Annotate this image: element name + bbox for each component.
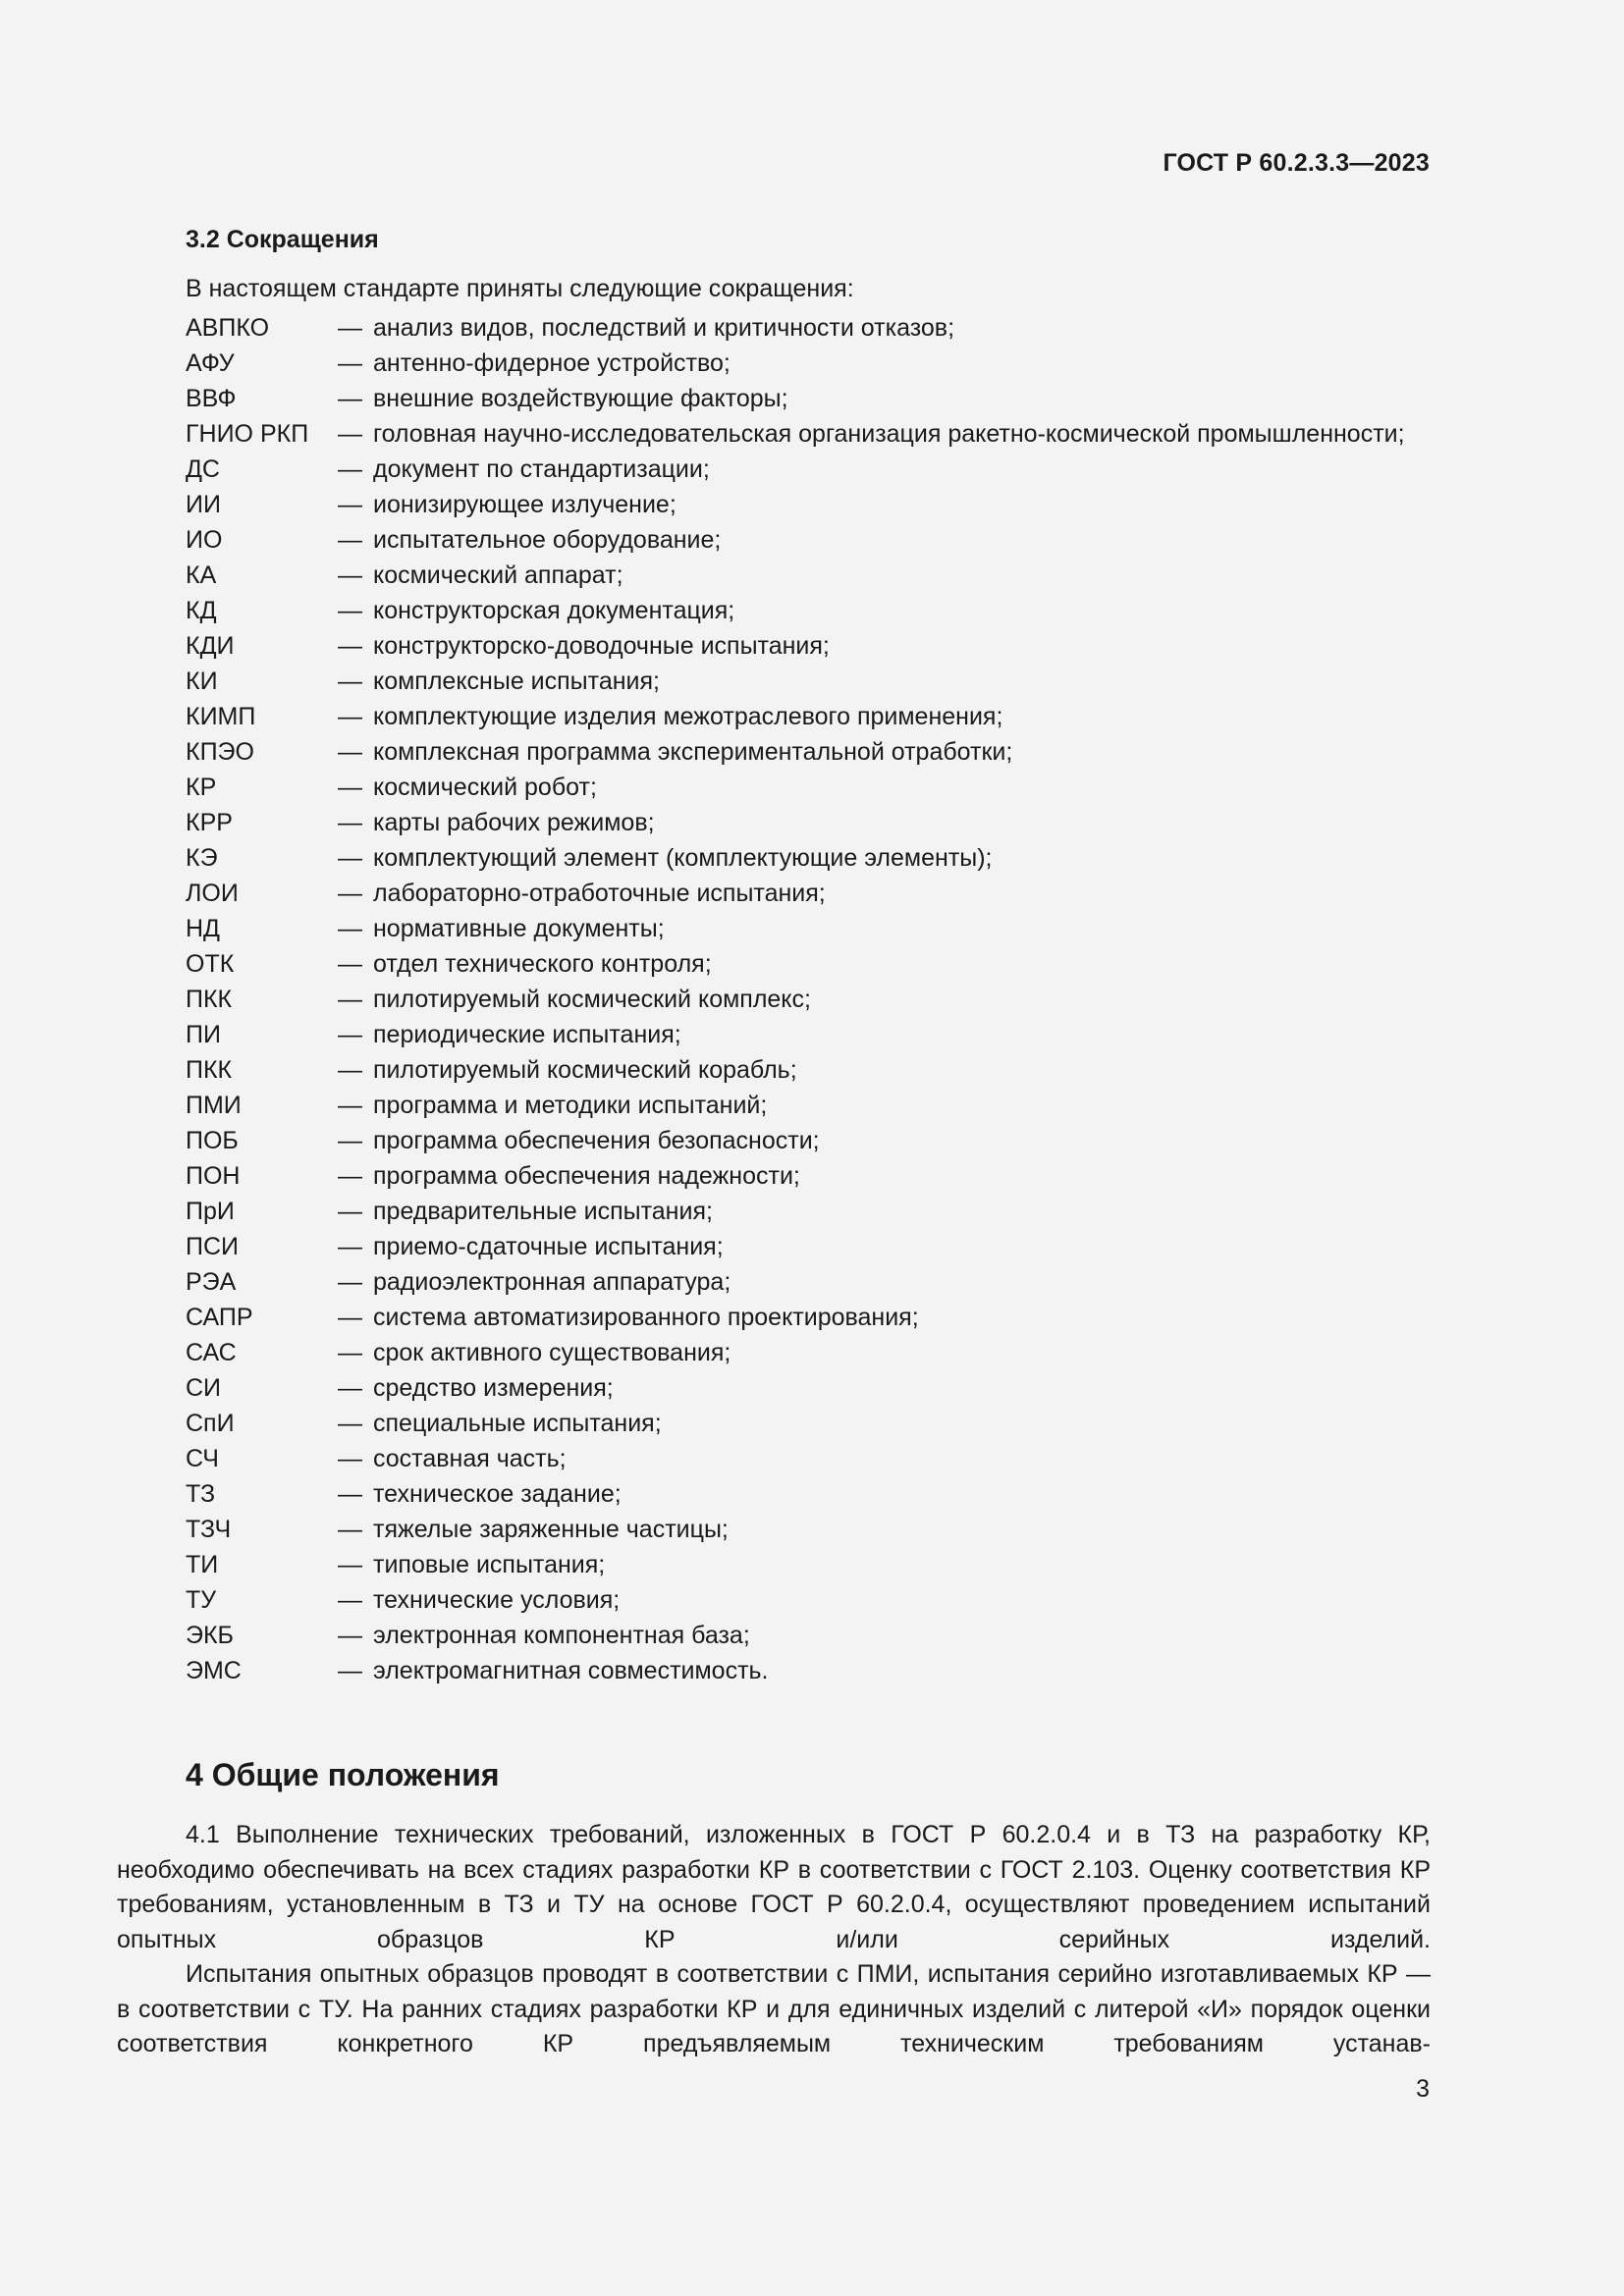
abbreviation-definition: анализ видов, последствий и критичности отказов; xyxy=(373,314,955,342)
abbreviation-definition: программа и методики испытаний; xyxy=(373,1092,768,1119)
abbreviation-definition: специальные испытания; xyxy=(373,1410,662,1437)
abbreviation-definition: комплексные испытания; xyxy=(373,667,660,695)
abbreviation-term: ТЗ xyxy=(186,1480,216,1508)
abbreviation-dash: — xyxy=(338,1233,362,1260)
abbreviation-definition: внешние воздействующие факторы; xyxy=(373,385,788,412)
abbreviation-term: КИ xyxy=(186,667,218,695)
abbreviation-definition: электромагнитная совместимость. xyxy=(373,1657,769,1684)
abbreviation-term: ПОН xyxy=(186,1162,241,1190)
abbreviation-dash: — xyxy=(338,1480,362,1508)
abbreviation-dash: — xyxy=(338,561,362,589)
abbreviation-term: ПКК xyxy=(186,986,233,1013)
abbreviation-dash: — xyxy=(338,1551,362,1578)
abbreviation-definition: космический робот; xyxy=(373,774,597,801)
abbreviation-row xyxy=(186,487,1431,522)
abbreviation-term: ПрИ xyxy=(186,1198,235,1225)
abbreviation-definition: документ по стандартизации; xyxy=(373,455,710,483)
abbreviation-row xyxy=(186,1300,1431,1335)
section-4-body xyxy=(117,1818,1431,2062)
abbreviation-row xyxy=(186,1547,1431,1582)
abbreviation-dash: — xyxy=(338,1304,362,1331)
abbreviation-dash: — xyxy=(338,1162,362,1190)
abbreviation-definition: антенно-фидерное устройство; xyxy=(373,349,731,377)
section-4-title: 4 Общие положения xyxy=(186,1757,500,1792)
abbreviation-dash: — xyxy=(338,950,362,978)
abbreviation-definition: комплектующие изделия межотраслевого применения; xyxy=(373,703,1003,730)
abbreviation-row xyxy=(186,1406,1431,1441)
abbreviation-row xyxy=(186,1229,1431,1264)
abbreviation-row xyxy=(186,1618,1431,1653)
abbreviation-dash: — xyxy=(338,1339,362,1366)
abbreviation-dash: — xyxy=(338,1021,362,1048)
paragraph-4-1: 4.1 Выполнение технических требований, изложенных в ГОСТ Р 60.2.0.4 и в ТЗ на разработку КР, необходимо обеспечивать на всех стадиях разработки КР в соответствии с ГОСТ 2.103. Оценку соответствия КР требованиям, установленным в ТЗ и ТУ на основе ГОСТ Р 60.2.0.4, осуществляют проведением испытаний опытных образцов КР и/или серийных изделий. xyxy=(117,1821,1431,1953)
abbreviation-definition: комплексная программа экспериментальной отработки; xyxy=(373,738,1013,766)
abbreviation-dash: — xyxy=(338,1410,362,1437)
abbreviation-definition: лабораторно-отработочные испытания; xyxy=(373,880,826,907)
abbreviation-term: ТУ xyxy=(186,1586,217,1614)
page-number: 3 xyxy=(1416,2075,1430,2103)
abbreviation-definition: электронная компонентная база; xyxy=(373,1622,750,1649)
abbreviation-term: ПКК xyxy=(186,1056,233,1084)
abbreviation-definition: головная научно-исследовательская организация ракетно-космической промышленности; xyxy=(373,420,1405,448)
abbreviation-definition: ионизирующее излучение; xyxy=(373,491,677,518)
abbreviation-dash: — xyxy=(338,491,362,518)
abbreviation-row xyxy=(186,381,1431,416)
abbreviation-definition: космический аппарат; xyxy=(373,561,623,589)
abbreviation-row xyxy=(186,346,1431,381)
abbreviation-row xyxy=(186,911,1431,946)
abbreviation-term: ТИ xyxy=(186,1551,219,1578)
abbreviation-term: КРР xyxy=(186,809,233,836)
abbreviation-dash: — xyxy=(338,1622,362,1649)
abbreviation-dash: — xyxy=(338,774,362,801)
abbreviation-term: КДИ xyxy=(186,632,235,660)
paragraph-tests: Испытания опытных образцов проводят в соответствии с ПМИ, испытания серийно изготавливаемых КР — в соответствии с ТУ. На ранних стадиях разработки КР и для единичных изделий с литерой «И» порядок оценки соответствия конкретного КР предъявляемым техническим требованиям устанав- xyxy=(117,1960,1431,2057)
abbreviation-dash: — xyxy=(338,1127,362,1154)
abbreviation-dash: — xyxy=(338,844,362,872)
abbreviation-row xyxy=(186,1653,1431,1688)
section-3-2-title: 3.2 Сокращения xyxy=(186,226,379,253)
abbreviation-dash: — xyxy=(338,632,362,660)
abbreviation-row xyxy=(186,982,1431,1017)
abbreviation-dash: — xyxy=(338,420,362,448)
abbreviation-definition: конструкторская документация; xyxy=(373,597,735,624)
abbreviation-term: ГНИО РКП xyxy=(186,420,309,448)
abbreviation-dash: — xyxy=(338,1657,362,1684)
abbreviation-dash: — xyxy=(338,1056,362,1084)
abbreviation-row xyxy=(186,1017,1431,1052)
abbreviation-row xyxy=(186,1441,1431,1476)
abbreviation-definition: типовые испытания; xyxy=(373,1551,606,1578)
abbreviation-row xyxy=(186,416,1431,452)
abbreviation-term: КИМП xyxy=(186,703,256,730)
abbreviation-term: САПР xyxy=(186,1304,253,1331)
abbreviation-definition: периодические испытания; xyxy=(373,1021,681,1048)
abbreviation-dash: — xyxy=(338,314,362,342)
abbreviation-definition: программа обеспечения надежности; xyxy=(373,1162,800,1190)
abbreviation-term: КЭ xyxy=(186,844,218,872)
abbreviation-row xyxy=(186,1158,1431,1194)
abbreviation-row xyxy=(186,1370,1431,1406)
abbreviation-dash: — xyxy=(338,1516,362,1543)
abbreviation-term: КА xyxy=(186,561,217,589)
abbreviation-definition: нормативные документы; xyxy=(373,915,665,942)
abbreviation-row xyxy=(186,1052,1431,1088)
abbreviation-term: ЛОИ xyxy=(186,880,239,907)
abbreviation-dash: — xyxy=(338,385,362,412)
abbreviation-dash: — xyxy=(338,1586,362,1614)
abbreviation-dash: — xyxy=(338,809,362,836)
abbreviation-term: ПОБ xyxy=(186,1127,239,1154)
abbreviation-term: ДС xyxy=(186,455,220,483)
abbreviation-row xyxy=(186,1194,1431,1229)
abbreviation-row xyxy=(186,522,1431,558)
abbreviation-row xyxy=(186,452,1431,487)
abbreviation-row xyxy=(186,876,1431,911)
abbreviation-term: ТЗЧ xyxy=(186,1516,232,1543)
abbreviation-definition: карты рабочих режимов; xyxy=(373,809,655,836)
abbreviation-row xyxy=(186,770,1431,805)
abbreviation-term: ПИ xyxy=(186,1021,221,1048)
abbreviation-row xyxy=(186,1582,1431,1618)
abbreviation-row xyxy=(186,558,1431,593)
abbreviation-definition: срок активного существования; xyxy=(373,1339,731,1366)
abbreviation-dash: — xyxy=(338,738,362,766)
abbreviation-definition: пилотируемый космический корабль; xyxy=(373,1056,797,1084)
abbreviation-dash: — xyxy=(338,1198,362,1225)
abbreviation-dash: — xyxy=(338,1092,362,1119)
abbreviation-dash: — xyxy=(338,703,362,730)
abbreviation-row xyxy=(186,1476,1431,1512)
abbreviation-definition: технические условия; xyxy=(373,1586,621,1614)
abbreviation-row xyxy=(186,1512,1431,1547)
abbreviation-definition: программа обеспечения безопасности; xyxy=(373,1127,820,1154)
abbreviation-definition: система автоматизированного проектирования; xyxy=(373,1304,919,1331)
abbreviation-definition: техническое задание; xyxy=(373,1480,622,1508)
abbreviation-dash: — xyxy=(338,1374,362,1402)
abbreviation-dash: — xyxy=(338,986,362,1013)
abbreviation-definition: пилотируемый космический комплекс; xyxy=(373,986,811,1013)
abbreviation-definition: конструкторско-доводочные испытания; xyxy=(373,632,830,660)
abbreviation-row xyxy=(186,946,1431,982)
abbreviation-term: ОТК xyxy=(186,950,235,978)
abbreviation-row xyxy=(186,310,1431,346)
document-code: ГОСТ Р 60.2.3.3—2023 xyxy=(1163,149,1430,177)
abbreviation-row xyxy=(186,628,1431,664)
abbreviation-dash: — xyxy=(338,526,362,554)
abbreviation-definition: радиоэлектронная аппаратура; xyxy=(373,1268,731,1296)
abbreviation-term: ВВФ xyxy=(186,385,237,412)
abbreviation-term: КПЭО xyxy=(186,738,254,766)
abbreviation-dash: — xyxy=(338,1268,362,1296)
abbreviation-term: СИ xyxy=(186,1374,222,1402)
abbreviation-definition: тяжелые заряженные частицы; xyxy=(373,1516,729,1543)
abbreviation-definition: предварительные испытания; xyxy=(373,1198,713,1225)
abbreviation-dash: — xyxy=(338,1445,362,1472)
abbreviation-term: ИИ xyxy=(186,491,221,518)
abbreviation-term: ИО xyxy=(186,526,223,554)
abbreviation-row xyxy=(186,593,1431,628)
abbreviation-term: ПМИ xyxy=(186,1092,242,1119)
abbreviation-term: ЭКБ xyxy=(186,1622,234,1649)
abbreviation-term: АФУ xyxy=(186,349,235,377)
abbreviation-dash: — xyxy=(338,455,362,483)
abbreviation-definition: испытательное оборудование; xyxy=(373,526,722,554)
abbreviation-row xyxy=(186,1123,1431,1158)
abbreviation-dash: — xyxy=(338,915,362,942)
abbreviation-term: КД xyxy=(186,597,217,624)
abbreviation-definition: комплектующий элемент (комплектующие элементы); xyxy=(373,844,993,872)
abbreviation-definition: составная часть; xyxy=(373,1445,567,1472)
abbreviation-definition: приемо-сдаточные испытания; xyxy=(373,1233,724,1260)
abbreviation-term: КР xyxy=(186,774,217,801)
abbreviation-term: РЭА xyxy=(186,1268,237,1296)
abbreviation-dash: — xyxy=(338,597,362,624)
abbreviation-row xyxy=(186,699,1431,734)
abbreviation-term: ПСИ xyxy=(186,1233,239,1260)
abbreviation-term: СпИ xyxy=(186,1410,235,1437)
abbreviation-row xyxy=(186,734,1431,770)
abbreviations-list xyxy=(186,310,1431,1688)
abbreviation-term: НД xyxy=(186,915,220,942)
abbreviation-definition: средство измерения; xyxy=(373,1374,614,1402)
abbreviation-term: АВПКО xyxy=(186,314,270,342)
abbreviation-row xyxy=(186,805,1431,840)
abbreviation-term: САС xyxy=(186,1339,237,1366)
abbreviation-row xyxy=(186,1335,1431,1370)
abbreviation-term: ЭМС xyxy=(186,1657,242,1684)
abbreviation-dash: — xyxy=(338,349,362,377)
abbreviation-row xyxy=(186,664,1431,699)
abbreviation-row xyxy=(186,1264,1431,1300)
abbreviation-row xyxy=(186,1088,1431,1123)
abbreviation-term: СЧ xyxy=(186,1445,219,1472)
abbreviations-intro: В настоящем стандарте приняты следующие сокращения: xyxy=(186,275,854,302)
abbreviation-dash: — xyxy=(338,880,362,907)
abbreviation-definition: отдел технического контроля; xyxy=(373,950,712,978)
abbreviation-row xyxy=(186,840,1431,876)
abbreviation-dash: — xyxy=(338,667,362,695)
